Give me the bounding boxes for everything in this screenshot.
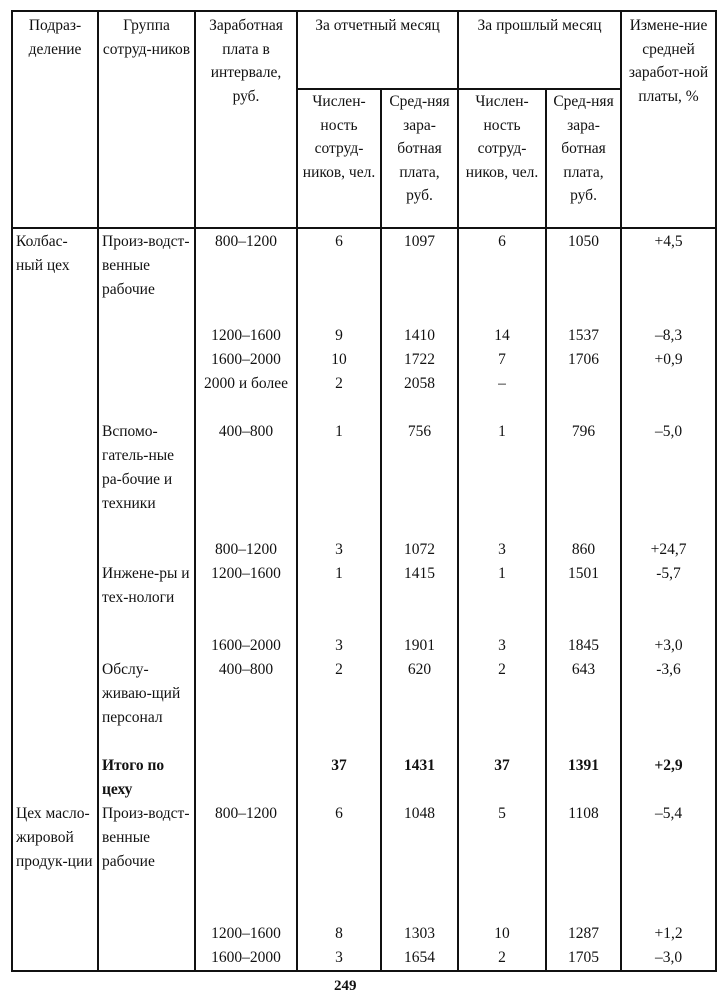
cell-group: Инжене-ры и тех-нологи bbox=[98, 562, 195, 634]
cell-change: +24,7 bbox=[621, 538, 716, 562]
cell-dept bbox=[12, 324, 98, 348]
cell-range: 800–1200 bbox=[195, 228, 297, 324]
cell-prev-count: 10 bbox=[458, 922, 546, 946]
cell-prev-count: 7 bbox=[458, 348, 546, 372]
table-row bbox=[12, 372, 716, 420]
cell-group: Итого по цеху bbox=[98, 754, 195, 802]
cell-prev-avg: 1391 bbox=[546, 754, 621, 802]
cell-cur-avg: 1654 bbox=[381, 946, 458, 971]
cell-dept bbox=[12, 372, 98, 420]
cell-range: 400–800 bbox=[195, 658, 297, 754]
cell-change: -3,6 bbox=[621, 658, 716, 754]
header-prev-avg: Сред-няя зара-ботная плата, руб. bbox=[546, 89, 621, 228]
cell-group: Произ-водст-венные рабочие bbox=[98, 802, 195, 922]
cell-cur-avg: 1431 bbox=[381, 754, 458, 802]
cell-change: -5,7 bbox=[621, 562, 716, 634]
cell-cur-count: 6 bbox=[297, 802, 381, 922]
cell-cur-count: 3 bbox=[297, 946, 381, 971]
table-row bbox=[12, 228, 716, 324]
cell-range: 400–800 bbox=[195, 420, 297, 538]
cell-range: 1200–1600 bbox=[195, 324, 297, 348]
cell-range: 1600–2000 bbox=[195, 634, 297, 658]
cell-cur-avg: 620 bbox=[381, 658, 458, 754]
cell-prev-avg: 1705 bbox=[546, 946, 621, 971]
salary-table bbox=[11, 10, 717, 972]
header-group: Группа сотруд-ников bbox=[98, 11, 195, 228]
cell-range: 1600–2000 bbox=[195, 946, 297, 971]
cell-cur-avg: 1072 bbox=[381, 538, 458, 562]
cell-cur-avg: 1415 bbox=[381, 562, 458, 634]
cell-prev-count: 3 bbox=[458, 538, 546, 562]
cell-dept bbox=[12, 634, 98, 658]
cell-change: +2,9 bbox=[621, 754, 716, 802]
cell-cur-avg: 1048 bbox=[381, 802, 458, 922]
cell-cur-count: 3 bbox=[297, 634, 381, 658]
table-row bbox=[12, 634, 716, 658]
cell-prev-avg: 1537 bbox=[546, 324, 621, 348]
cell-group: Произ-водст-венные рабочие bbox=[98, 228, 195, 324]
table-row bbox=[12, 324, 716, 348]
cell-cur-count: 10 bbox=[297, 348, 381, 372]
header-dept: Подраз-деление bbox=[12, 11, 98, 228]
cell-prev-avg: 1501 bbox=[546, 562, 621, 634]
table-body bbox=[12, 228, 716, 971]
cell-prev-count: 3 bbox=[458, 634, 546, 658]
cell-cur-count: 1 bbox=[297, 562, 381, 634]
cell-dept: Колбас-ный цех bbox=[12, 228, 98, 324]
cell-cur-avg: 1410 bbox=[381, 324, 458, 348]
cell-prev-avg: 1845 bbox=[546, 634, 621, 658]
table-row bbox=[12, 754, 716, 802]
cell-prev-count: – bbox=[458, 372, 546, 420]
document-page bbox=[11, 10, 715, 972]
cell-group bbox=[98, 372, 195, 420]
cell-cur-avg: 1303 bbox=[381, 922, 458, 946]
cell-range: 800–1200 bbox=[195, 802, 297, 922]
cell-cur-avg: 1901 bbox=[381, 634, 458, 658]
cell-change: –5,0 bbox=[621, 420, 716, 538]
cell-group bbox=[98, 348, 195, 372]
cell-prev-count: 14 bbox=[458, 324, 546, 348]
cell-group bbox=[98, 634, 195, 658]
cell-range: 2000 и более bbox=[195, 372, 297, 420]
cell-change: +3,0 bbox=[621, 634, 716, 658]
cell-prev-avg bbox=[546, 372, 621, 420]
cell-dept bbox=[12, 562, 98, 634]
cell-cur-count: 6 bbox=[297, 228, 381, 324]
cell-dept bbox=[12, 946, 98, 971]
cell-prev-count: 37 bbox=[458, 754, 546, 802]
cell-prev-count: 1 bbox=[458, 562, 546, 634]
cell-prev-avg: 1050 bbox=[546, 228, 621, 324]
table-row bbox=[12, 538, 716, 562]
cell-cur-count: 2 bbox=[297, 658, 381, 754]
cell-group bbox=[98, 922, 195, 946]
header-prev-count: Числен-ность сотруд-ников, чел. bbox=[458, 89, 546, 228]
header-change: Измене-ние средней заработ-ной платы, % bbox=[621, 11, 716, 228]
cell-cur-count: 1 bbox=[297, 420, 381, 538]
header-prev-month: За прошлый месяц bbox=[458, 11, 621, 89]
cell-cur-count: 37 bbox=[297, 754, 381, 802]
cell-prev-count: 5 bbox=[458, 802, 546, 922]
header-cur-count: Числен-ность сотруд-ников, чел. bbox=[297, 89, 381, 228]
cell-prev-avg: 1287 bbox=[546, 922, 621, 946]
cell-cur-avg: 1097 bbox=[381, 228, 458, 324]
header-cur-avg: Сред-няя зара-ботная плата, руб. bbox=[381, 89, 458, 228]
table-row bbox=[12, 946, 716, 971]
cell-group bbox=[98, 946, 195, 971]
cell-cur-avg: 1722 bbox=[381, 348, 458, 372]
cell-change: –5,4 bbox=[621, 802, 716, 922]
cell-range: 1200–1600 bbox=[195, 922, 297, 946]
header-report-month: За отчетный месяц bbox=[297, 11, 458, 89]
cell-prev-avg: 860 bbox=[546, 538, 621, 562]
cell-change bbox=[621, 372, 716, 420]
cell-prev-count: 6 bbox=[458, 228, 546, 324]
cell-cur-count: 8 bbox=[297, 922, 381, 946]
cell-prev-avg: 1706 bbox=[546, 348, 621, 372]
cell-change: +1,2 bbox=[621, 922, 716, 946]
cell-cur-avg: 2058 bbox=[381, 372, 458, 420]
cell-dept bbox=[12, 348, 98, 372]
cell-group: Обслу-живаю-щий персонал bbox=[98, 658, 195, 754]
cell-dept bbox=[12, 538, 98, 562]
cell-dept bbox=[12, 922, 98, 946]
table-row bbox=[12, 562, 716, 634]
cell-group bbox=[98, 538, 195, 562]
cell-prev-count: 2 bbox=[458, 658, 546, 754]
header-salary-range: Заработная плата в интервале, руб. bbox=[195, 11, 297, 228]
page-number: 249 bbox=[334, 978, 357, 994]
cell-range: 1200–1600 bbox=[195, 562, 297, 634]
cell-dept bbox=[12, 420, 98, 538]
cell-prev-avg: 643 bbox=[546, 658, 621, 754]
cell-change: –8,3 bbox=[621, 324, 716, 348]
cell-cur-count: 9 bbox=[297, 324, 381, 348]
cell-cur-count: 2 bbox=[297, 372, 381, 420]
table-row bbox=[12, 348, 716, 372]
table-row bbox=[12, 658, 716, 754]
cell-dept bbox=[12, 658, 98, 754]
cell-range: 800–1200 bbox=[195, 538, 297, 562]
cell-prev-count: 2 bbox=[458, 946, 546, 971]
table-row bbox=[12, 922, 716, 946]
cell-prev-avg: 1108 bbox=[546, 802, 621, 922]
cell-dept: Цех масло-жировой продук-ции bbox=[12, 802, 98, 922]
cell-cur-count: 3 bbox=[297, 538, 381, 562]
table-row bbox=[12, 802, 716, 922]
table-row bbox=[12, 420, 716, 538]
cell-group bbox=[98, 324, 195, 348]
cell-prev-avg: 796 bbox=[546, 420, 621, 538]
cell-group: Вспомо-гатель-ные ра-бочие и техники bbox=[98, 420, 195, 538]
cell-range: 1600–2000 bbox=[195, 348, 297, 372]
cell-change: +0,9 bbox=[621, 348, 716, 372]
cell-change: –3,0 bbox=[621, 946, 716, 971]
cell-change: +4,5 bbox=[621, 228, 716, 324]
cell-range bbox=[195, 754, 297, 802]
cell-prev-count: 1 bbox=[458, 420, 546, 538]
cell-cur-avg: 756 bbox=[381, 420, 458, 538]
cell-dept bbox=[12, 754, 98, 802]
